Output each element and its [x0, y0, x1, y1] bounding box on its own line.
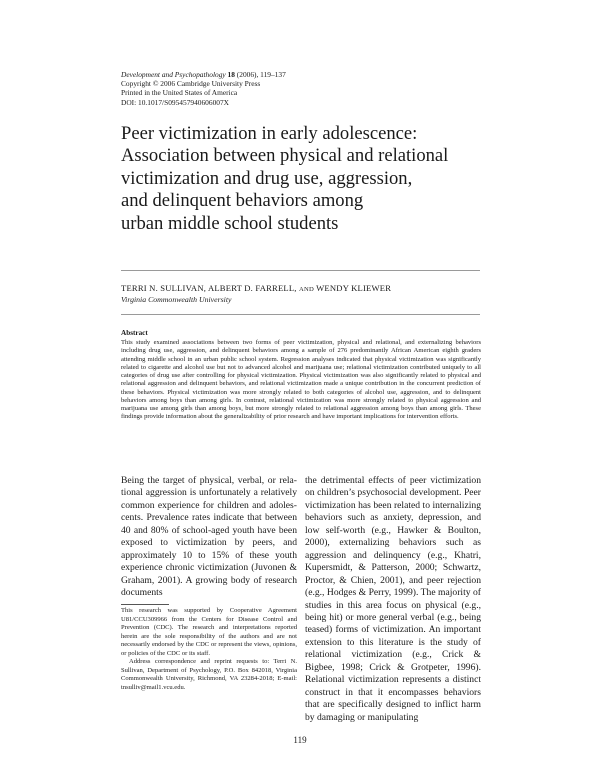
journal-copyright: Copyright © 2006 Cambridge University Press: [121, 79, 261, 89]
authors-and: AND: [299, 286, 314, 293]
journal-printed: Printed in the United States of America: [121, 88, 238, 98]
journal-citation: [121, 70, 286, 79]
page-number: 119: [293, 735, 307, 745]
footnote-divider: [121, 604, 169, 605]
author-list: [121, 283, 391, 293]
journal-volume: 18: [227, 70, 235, 79]
title-line: victimization and drug use, aggression,: [121, 167, 413, 189]
abstract-heading: Abstract: [121, 329, 148, 337]
body-column-left: Being the target of physical, verbal, or relational aggression is unfortunately a relatively common experience for children and adolescents. Prevalence rates indicate that between 40 and 80% of school-aged youth have been exposed to victimization by peers, and approximately 10 to 15% of these youth experience chronic victimization (Juvonen & Graham, 2001). A growing body of research documents: [121, 475, 297, 599]
authors-divider: [121, 314, 480, 315]
authors-part1: TERRI N. SULLIVAN, ALBERT D. FARRELL,: [121, 283, 297, 293]
title-line: urban middle school students: [121, 212, 339, 234]
footnote-funding: This research was supported by Cooperative Agreement U81/CCU309966 from the Centers for Disease Control and Prevention (CDC). The research and interpretations reported herein are the sole responsibility of the authors and are not necessarily endorsed by the CDC or represent the views, opinions, or policies of the CDC or its staff.: [121, 607, 297, 657]
title-line: Association between physical and relational: [121, 145, 449, 167]
journal-name: Development and Psychopathology: [121, 70, 226, 79]
body-column-right: the detrimental effects of peer victimization on children’s psychosocial development. Peer victimization has been related to internalizing behaviors such as anxiety, depression, and low self-worth (e.g., Hawker & Boulton, 2000), externalizing behaviors such as aggression and delinquency (e.g., Khatri, Kupersmidt, & Patterson, 2000; Schwartz, Proctor, & Chien, 2001), and peer rejection (e.g., Hodges & Perry, 1999). The majority of studies in this area focus on physical (e.g., being hit) or more general verbal (e.g., being teased) forms of victimization. An important extension to this literature is the study of relational victimization (e.g., Crick & Bigbee, 1998; Crick & Grotpeter, 1996). Relational victimization represents a distinct construct in that it encompasses behaviors that are specifically designed to inflict harm by damaging or manipulating: [305, 475, 481, 723]
title-line: Peer victimization in early adolescence:: [121, 123, 418, 144]
journal-year-pages: (2006), 119–137: [236, 70, 286, 79]
journal-header: [121, 70, 286, 107]
article-title: [121, 123, 501, 235]
footnote-address: Address correspondence and reprint requests to: Terri N. Sullivan, Department of Psychology, P.O. Box 842018, Virginia Commonwealth University, Richmond, VA 23284-2018; E-mail: tnsulliv@mail1.vcu.edu.: [121, 658, 297, 691]
affiliation: Virginia Commonwealth University: [121, 295, 232, 304]
abstract-text: This study examined associations between two forms of peer victimization, physical and relational, and externalizing behaviors including drug use, aggression, and delinquent behaviors among a sample of 276 predominantly African American eighth graders attending middle school in an urban public school system. Regression analyses indicated that physical victimization was significantly related to cigarette and alcohol use but not to advanced alcohol and marijuana use; relational victimization contributed uniquely to all categories of drug use after controlling for physical victimization. Physical victimization was also significantly related to physical and relational aggression and delinquent behaviors, and relational victimization made a unique contribution in the concurrent prediction of these behaviors. Physical victimization was more strongly related to both categories of alcohol use, aggression, and to delinquent behaviors among boys than among girls. In contrast, relational victimization was more strongly related to physical aggression and marijuana use among girls than among boys, but more strongly related to relational aggression among boys than among girls. These findings provide information about the generalizability of prior research and have important implications for intervention efforts.: [121, 339, 481, 421]
title-divider: [121, 270, 480, 271]
authors-part2: WENDY KLIEWER: [316, 283, 392, 293]
footnotes: [121, 607, 297, 692]
title-line: and delinquent behaviors among: [121, 190, 364, 212]
journal-doi: DOI: 10.1017/S095457940606007X: [121, 97, 229, 107]
